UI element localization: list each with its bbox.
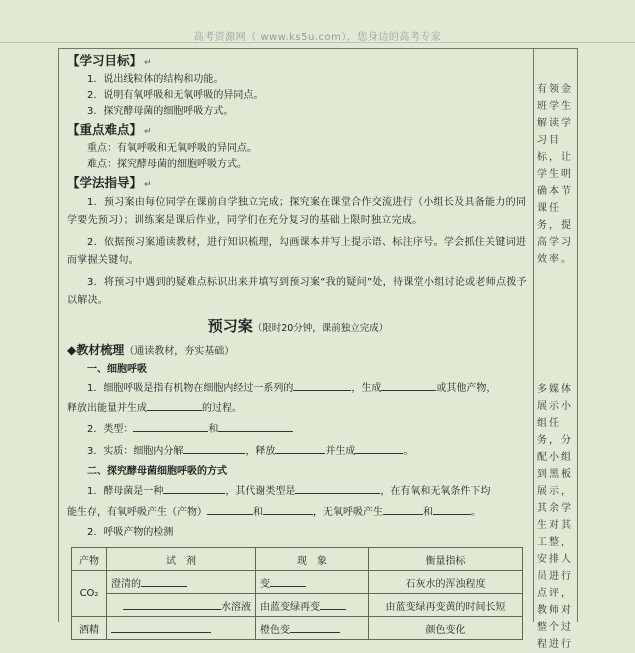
index-cell: 石灰水的浑浊程度 (369, 571, 523, 594)
blank-field[interactable] (111, 621, 211, 633)
detection-table (71, 547, 523, 640)
page-header: 高考资源网（ www.ks5u.com），您身边的高考专家 (193, 32, 442, 43)
objective-item: 1．说出线粒体的结构和功能。 (87, 74, 224, 85)
question-5: 2．呼吸产物的检测 (87, 527, 174, 538)
blank-field[interactable] (123, 598, 221, 610)
method-paragraph: 3．将预习中遇到的疑难点标识出来并填写到预习案“我的疑问”处，待课堂小组讨论或老师点拨予以解决。 (67, 277, 527, 306)
question-1: 1．细胞呼吸是指有机物在细胞内经过一系列的 ，生成 或其他产物， (67, 379, 529, 399)
side-notes-column (533, 48, 578, 650)
blank-field[interactable] (290, 621, 340, 633)
blank-field[interactable] (270, 575, 306, 587)
textbook-heading: ◆教材梳理（通读教材，夯实基础） (67, 343, 235, 357)
blank-field[interactable] (320, 598, 346, 610)
blank-field[interactable] (133, 420, 208, 432)
preview-subtitle: （限时20分钟，课前独立完成） (252, 323, 389, 334)
blank-field[interactable] (141, 575, 187, 587)
question-4: 1．酵母菌是一种 ，其代谢类型是 ，在有氧和无氧条件下均 (67, 481, 529, 502)
objectives-title: 【学习目标】 ↵ (67, 53, 152, 68)
keypoint-item: 重点：有氧呼吸和无氧呼吸的异同点。 (87, 143, 257, 154)
blank-field[interactable] (355, 442, 403, 454)
keypoint-item: 难点：探究酵母菌的细胞呼吸方式。 (87, 159, 247, 170)
phenomenon-cell: 变 (256, 571, 369, 594)
table-header-cell: 试 剂 (107, 548, 256, 571)
main-column (58, 48, 534, 636)
side-note-group-task: 多媒体展示小组任务，分配小组到黑板展示，其余学生对其工整，安排人员进行点评，教师对整个过程进行 (537, 384, 573, 650)
keypoints-title: 【重点难点】 ↵ (67, 122, 152, 137)
reagent-cell (107, 617, 256, 640)
objective-item: 3．探究酵母菌的细胞呼吸方式。 (87, 106, 234, 117)
phenomenon-cell: 橙色变 (256, 617, 369, 640)
blank-field[interactable] (275, 442, 325, 454)
header-divider (0, 42, 635, 43)
product-co2: CO₂ (72, 571, 107, 617)
question-1-cont: 释放出能量并生成 的过程。 (67, 399, 529, 419)
blank-field[interactable] (183, 442, 245, 454)
phenomenon-cell: 由蓝变绿再变 (256, 594, 369, 617)
preview-title-text: 预习案 (207, 317, 253, 335)
product-alcohol: 酒精 (72, 617, 107, 640)
preview-title (67, 316, 529, 339)
blank-field[interactable] (163, 482, 225, 494)
table-header-cell: 现 象 (256, 548, 369, 571)
blank-field[interactable] (433, 503, 471, 515)
blank-field[interactable] (381, 379, 436, 391)
section-explore-yeast: 二、探究酵母菌细胞呼吸的方式 (87, 466, 227, 477)
blank-field[interactable] (383, 503, 423, 515)
index-cell: 颜色变化 (369, 617, 523, 640)
blank-field[interactable] (295, 482, 380, 494)
blank-field[interactable] (218, 420, 293, 432)
objective-item: 2．说明有氧呼吸和无氧呼吸的异同点。 (87, 90, 264, 101)
reagent-cell: 水溶液 (107, 594, 256, 617)
table-header-row (72, 548, 523, 571)
side-note-objectives: 有领金班学生解读学习目标，让学生明确本节课任务，提高学习效率。 (537, 84, 573, 265)
section-cell-respiration: 一、细胞呼吸 (87, 364, 147, 375)
table-row (72, 617, 523, 640)
table-row (72, 571, 523, 594)
blank-field[interactable] (263, 503, 313, 515)
method-title: 【学法指导】 ↵ (67, 175, 152, 190)
question-4-cont: 能生存，有氧呼吸产生（产物） 和 ，无氧呼吸产生 和 。 (67, 502, 529, 523)
question-2: 2．类型： 和 (67, 419, 529, 441)
reagent-cell: 澄清的 (107, 571, 256, 594)
table-header-cell: 产物 (72, 548, 107, 571)
method-paragraph: 2．依据预习案通读教材，进行知识梳理，勾画课本并写上提示语、标注序号。学会抓住关键词进而掌握关键句。 (67, 237, 527, 266)
blank-field[interactable] (207, 503, 253, 515)
blank-field[interactable] (293, 379, 351, 391)
blank-field[interactable] (147, 399, 202, 411)
index-cell: 由蓝变绿再变黄的时间长短 (369, 594, 523, 617)
question-3: 3．实质：细胞内分解 ，释放 并生成 。 (67, 441, 529, 463)
table-header-cell: 衡量指标 (369, 548, 523, 571)
method-paragraph: 1．预习案由每位同学在课前自学独立完成；探究案在课堂合作交流进行（小组长及具备能力的同学要先预习）；训练案是课后作业，同学们在充分复习的基础上限时独立完成。 (67, 197, 527, 226)
table-row (72, 594, 523, 617)
